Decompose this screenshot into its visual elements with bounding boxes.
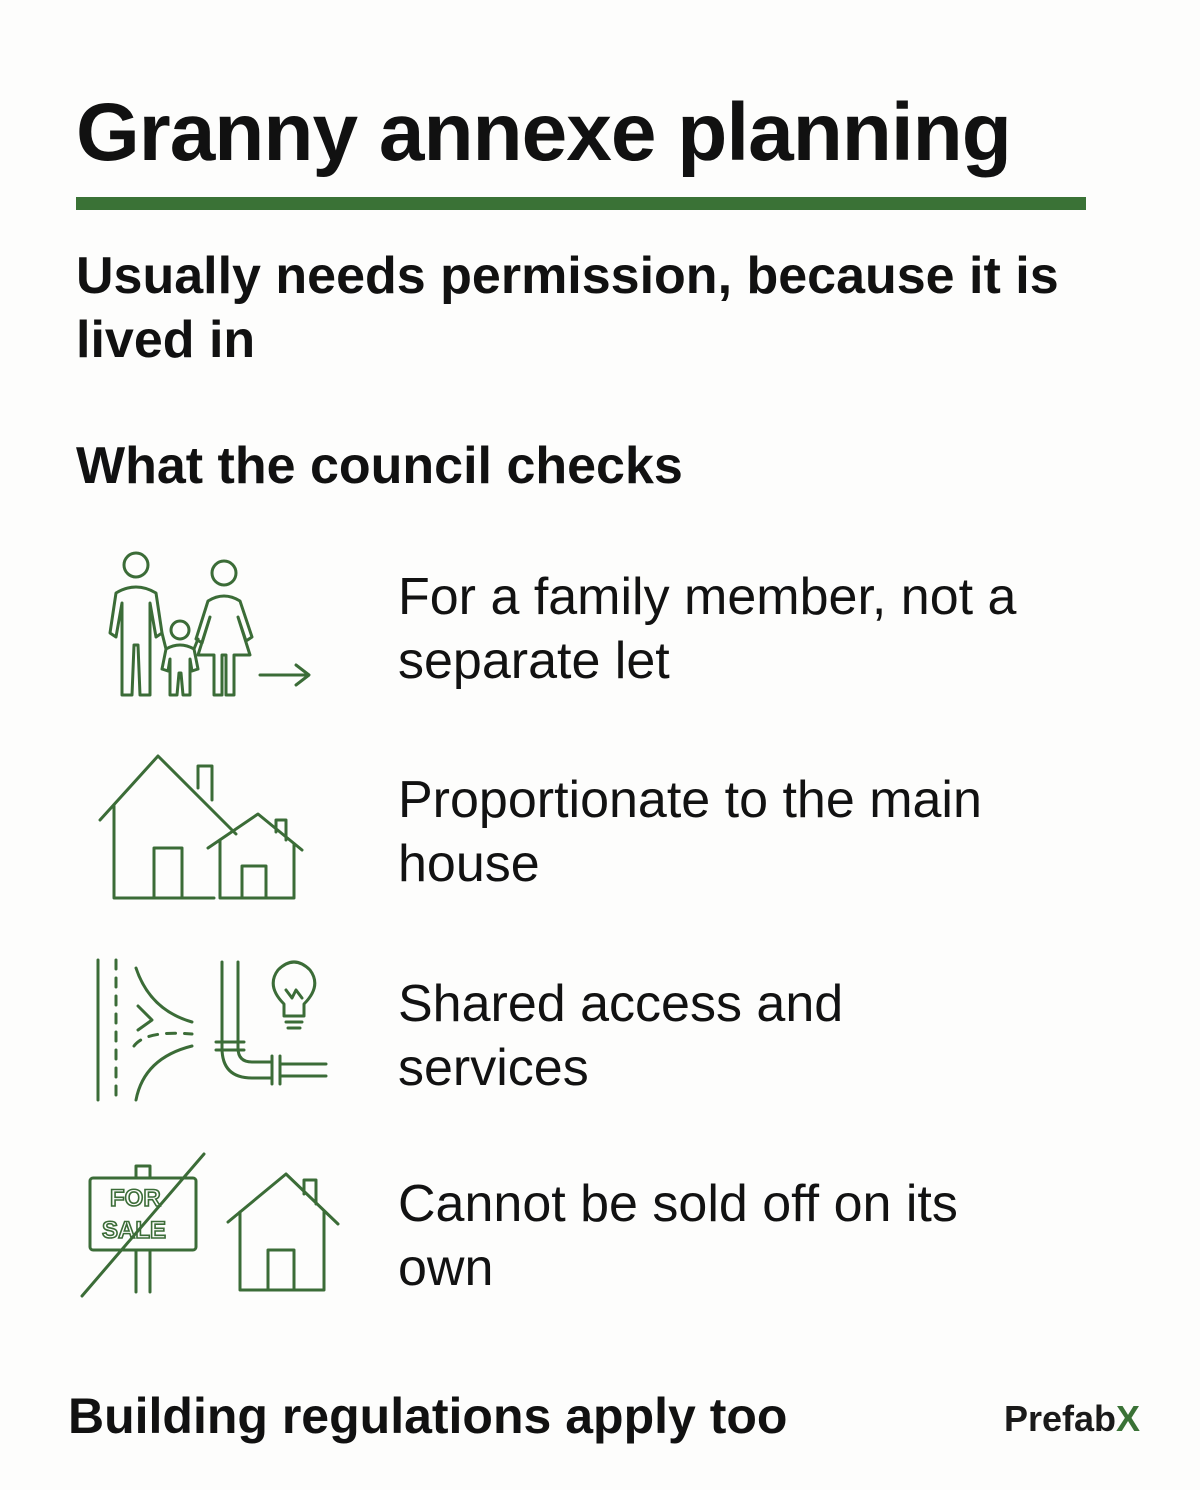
- house-and-annexe-icon: [80, 748, 350, 918]
- brand-logo: [1004, 1397, 1140, 1441]
- check-text: For a family member, not a separate let: [398, 568, 1017, 690]
- family-icon: [80, 545, 350, 715]
- building-regulations-note: Building regulations apply too: [68, 1388, 788, 1444]
- page-title: Granny annexe planning: [76, 87, 1011, 178]
- subtitle: Usually needs permission, because it is lived in: [76, 247, 1059, 369]
- check-item-proportionate: [0, 748, 1200, 928]
- brand-name: Prefab: [1004, 1398, 1117, 1439]
- checks-heading: What the council checks: [76, 437, 683, 495]
- check-item-access-services: [0, 950, 1200, 1130]
- check-text: Proportionate to the main house: [398, 771, 982, 893]
- brand-accent-letter: X: [1116, 1398, 1141, 1439]
- no-separate-sale-icon: [80, 1150, 350, 1320]
- sign-word-for: FOR: [110, 1185, 161, 1212]
- check-text: Shared access and services: [398, 975, 844, 1097]
- check-item-no-sale: [0, 1150, 1200, 1330]
- sign-word-sale: SALE: [102, 1217, 167, 1244]
- check-text: Cannot be sold off on its own: [398, 1175, 958, 1297]
- access-and-services-icon: [80, 950, 350, 1120]
- title-underline: [76, 197, 1086, 210]
- check-item-family: [0, 545, 1200, 725]
